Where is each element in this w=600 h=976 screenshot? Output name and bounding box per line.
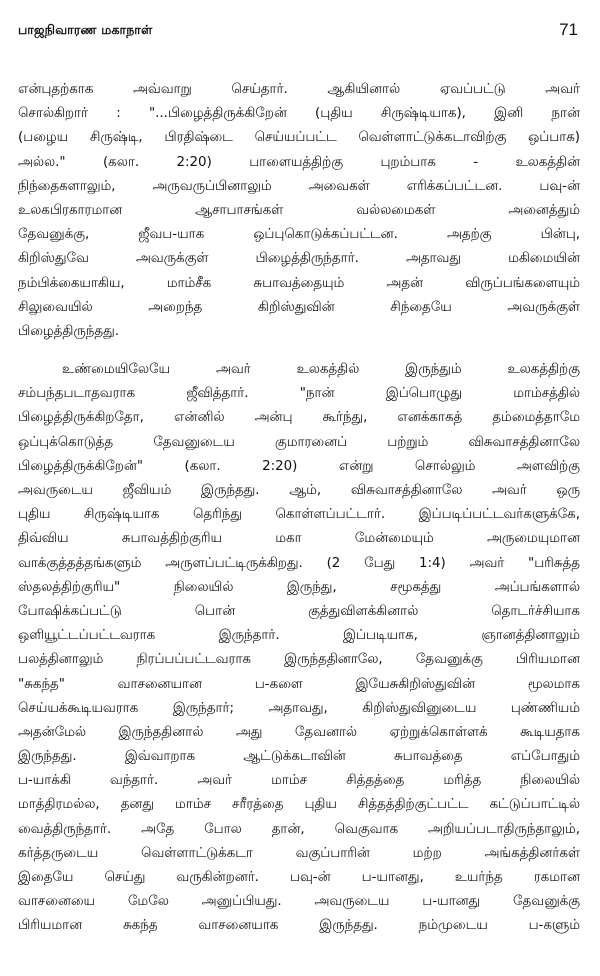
paragraph-2-line-23: வாசனையை மேலே அனுப்பியது. அவருடைய ப-யானது தேவனுக்கு xyxy=(18,894,580,910)
paragraph-2-line-16: அதன்மேல் இருந்ததினால் அது தேவனால் ஏற்றுக்கொள்ளக் கூடியதாக xyxy=(18,724,580,740)
paragraph-2-line-12: ஒளியூட்டப்பட்டவராக இருந்தார். இப்படியாக, ஞானத்தினாலும் xyxy=(18,628,580,644)
paragraph-1-line-3: (பழைய சிருஷ்டி, பிரதிஷ்டை செய்யப்பட்ட வெள்ளாட்டுக்கடாவிற்கு ஒப்பாக) xyxy=(18,130,580,146)
paragraph-1-line-11: பிழைத்திருந்தது. xyxy=(18,323,119,339)
paragraph-1-line-5: நிந்தைகளாலும், அருவருப்பினாலும் அவைகள் எரிக்கப்பட்டன. பவு-ன் xyxy=(18,178,580,194)
page-number: 71 xyxy=(559,20,578,39)
paragraph-2-line-13: பலத்தினாலும் நிரப்பப்பட்டவராக இருந்ததினாலே, தேவனுக்கு பிரியமான xyxy=(18,652,580,668)
paragraph-2-line-14: "சுகந்த" வாசனையான ப-களை இயேசுகிறிஸ்துவின் மூலமாக xyxy=(18,676,580,692)
paragraph-2-line-21: கர்த்தருடைய வெள்ளாட்டுக்கடா வகுப்பாரின் மற்ற அங்கத்தினர்கள் xyxy=(18,845,580,861)
paragraph-2-line-2: சம்பந்தபடாதவராக ஜீவித்தார். "நான் இப்பொழுது மாம்சத்தில் xyxy=(18,386,580,402)
paragraph-2-line-1: உண்மையிலேயே அவர் உலகத்தில் இருந்தும் உலகத்திற்கு xyxy=(62,362,580,378)
paragraph-2-line-9: வாக்குத்தத்தங்களும் அருளப்பட்டிருக்கிறது. (2 பேது 1:4) அவர் "பரிசுத்த xyxy=(18,555,580,571)
paragraph-1-line-8: கிறிஸ்துவே அவருக்குள் பிழைத்திருந்தார். அதாவது மகிமையின் xyxy=(18,251,580,267)
paragraph-2-line-8: திவ்விய சுபாவத்திற்குரிய மகா மேன்மையும் அருமையுமான xyxy=(18,531,580,547)
paragraph-2-line-7: புதிய சிருஷ்டியாக தெரிந்து கொள்ளப்பட்டார். இப்படிப்பட்டவர்களுக்கே, xyxy=(18,507,580,523)
paragraph-1-line-6: உலகபிரகாரமான ஆசாபாசங்கள் வல்லமைகள் அனைத்தும் xyxy=(18,202,580,218)
paragraph-2-line-17: இருந்தது. இவ்வாறாக ஆட்டுக்கடாவின் சுபாவத்தை எப்போதும் xyxy=(18,749,580,765)
paragraph-2-line-19: மாத்திரமல்ல, தனது மாம்ச சரீரத்தை புதிய சித்தத்திற்குட்பட்ட கட்டுப்பாட்டில் xyxy=(18,797,580,813)
paragraph-2-line-3: பிழைத்திருக்கிறதோ, என்னில் அன்பு கூர்ந்து, எனக்காகத் தம்மைத்தாமே xyxy=(18,410,580,426)
paragraph-2-line-5: பிழைத்திருக்கிறேன்" (கலா. 2:20) என்று சொல்லும் அளவிற்கு xyxy=(18,458,580,474)
paragraph-2-line-6: அவருடைய ஜீவியம் இருந்தது. ஆம், விசுவாசத்தினாலே அவர் ஒரு xyxy=(18,483,580,498)
paragraph-2-line-4: ஒப்புக்கொடுத்த தேவனுடைய குமாரனைப் பற்றும் விசுவாசத்தினாலே xyxy=(18,434,580,450)
paragraph-1-line-7: தேவனுக்கு, ஜீவப-யாக ஒப்புகொடுக்கப்பட்டன. அதற்கு பின்பு, xyxy=(18,227,580,243)
paragraph-1-line-4: அல்ல." (கலா. 2:20) பாளையத்திற்கு புறம்பாக - உலகத்தின் xyxy=(18,154,580,170)
paragraph-2-line-24: பிரியமான சுகந்த வாசனையாக இருந்தது. நம்முடைய ப-களும் xyxy=(18,918,580,934)
paragraph-2-line-15: செய்யக்கூடியவராக இருந்தார்; அதாவது, கிறிஸ்துவினுடைய புண்ணியம் xyxy=(18,700,580,716)
paragraph-2 xyxy=(18,358,580,939)
paragraph-2-line-18: ப-யாக்கி வந்தார். அவர் மாம்ச சித்தத்தை மரித்த நிலையில் xyxy=(18,773,580,789)
paragraph-2-line-22: இதையே செய்து வருகின்றனர். பவு-ன் ப-யானது, உயர்ந்த ரகமான xyxy=(18,870,580,885)
paragraph-2-line-10: ஸ்தலத்திற்குரிய" நிலையில் இருந்து, சமூகத்து அப்பங்களால் xyxy=(18,579,580,595)
paragraph-2-line-11: போஷிக்கப்பட்டு பொன் குத்துவிளக்கினால் தொடர்ச்சியாக xyxy=(18,603,580,619)
paragraph-1-line-10: சிலுவையில் அறைந்த கிறிஸ்துவின் சிந்தையே அவருக்குள் xyxy=(18,299,580,315)
running-header xyxy=(18,20,578,44)
paragraph-2-line-20: வைத்திருந்தார். அதே போல தான், வெகுவாக அறியப்படாதிருந்தாலும், xyxy=(18,821,580,837)
body-text xyxy=(18,78,580,939)
paragraph-1-line-9: நம்பிக்கையாகிய, மாம்சீக சுபாவத்தையும் அதன் விருப்பங்களையும் xyxy=(18,275,580,291)
running-title: பாஜநிவாரண மகாநாள் xyxy=(18,22,153,37)
paragraph-1 xyxy=(18,78,580,344)
paragraph-1-line-2: சொல்கிறார் : "...பிழைத்திருக்கிறேன் (புதிய சிருஷ்டியாக), இனி நான் xyxy=(18,106,580,122)
paragraph-1-line-1: என்புதற்காக அவ்வாறு செய்தார். ஆகியினால் ஏவப்பட்டு அவர் xyxy=(18,82,580,97)
